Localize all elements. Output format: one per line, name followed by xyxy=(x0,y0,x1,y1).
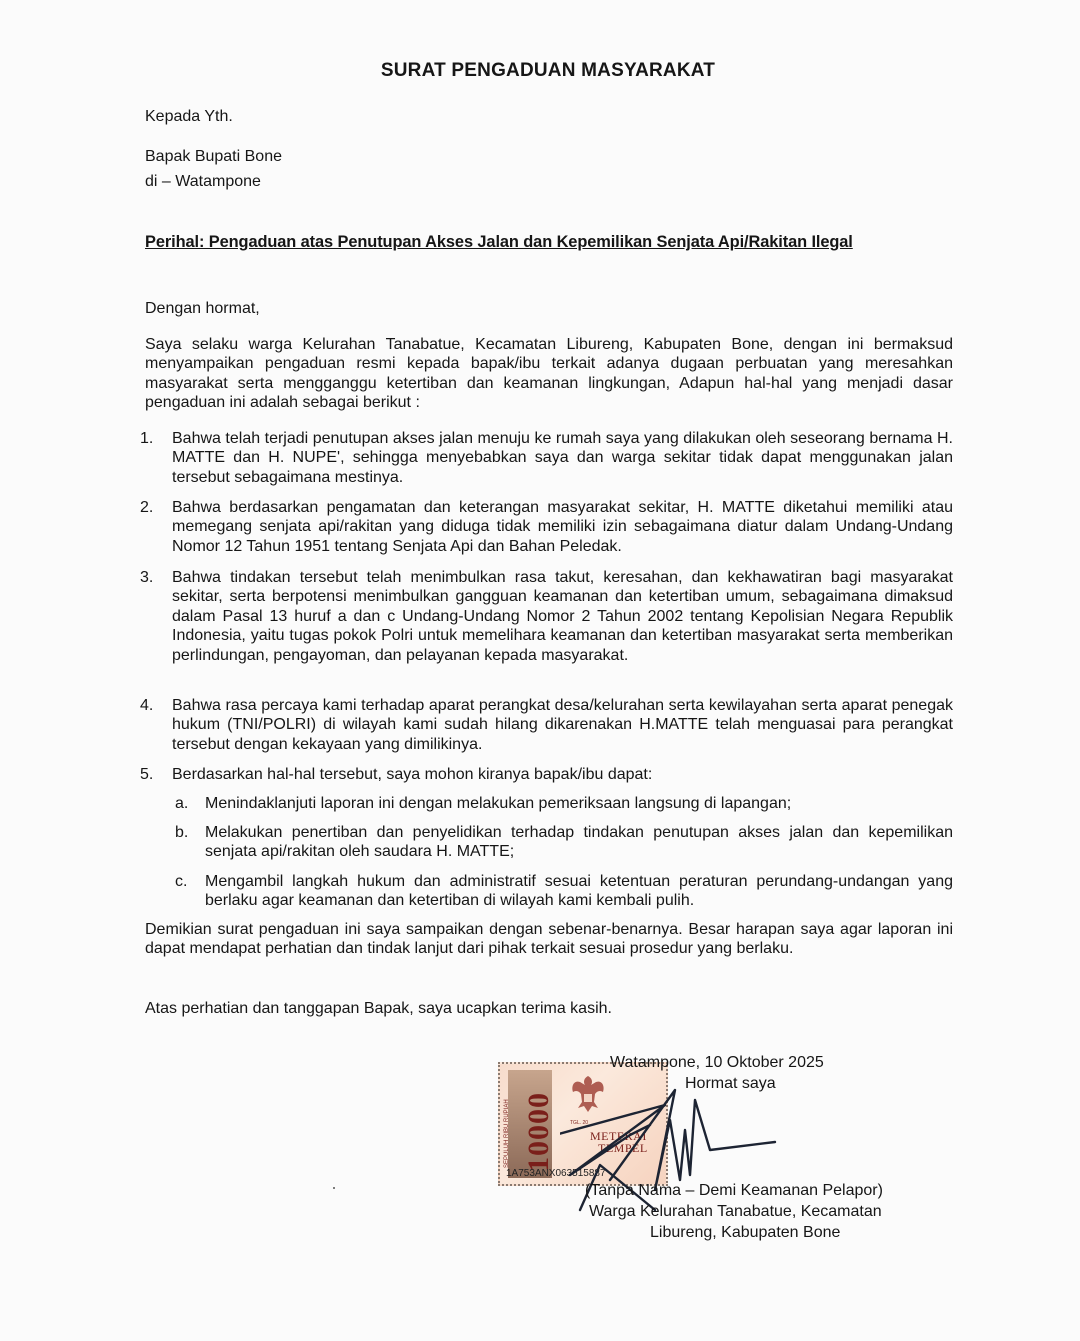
letter-title: SURAT PENGADUAN MASYARAKAT xyxy=(380,60,716,81)
stamp-label xyxy=(590,1130,648,1154)
point-text: Bahwa tindakan tersebut telah menimbulkan rasa takut, keresahan, dan kekhawatiran bagi masyarakat sekitar, serta berpotensi menimbulkan gangguan keamanan dan ketertiban umum, sebagaimana dimaksud dalam Pasal 13 huruf a dan c Undang-Undang Nomor 2 Tahun 2002 tentang Kepolisian Negara Republik Indonesia, yaitu tugas pokok Polri untuk memelihara keamanan dan ketertiban masyarakat serta memberikan perlindungan, pengayoman, dan pelayanan kepada masyarakat. xyxy=(172,569,953,664)
request-letter: a. xyxy=(175,795,189,812)
regards: Hormat saya xyxy=(685,1075,776,1092)
point-number: 1. xyxy=(140,430,154,447)
point-number: 2. xyxy=(140,499,154,516)
complaint-point xyxy=(140,498,953,556)
complaint-point xyxy=(140,568,953,665)
subject-line: Perihal: Pengaduan atas Penutupan Akses Jalan dan Kepemilikan Senjata Api/Rakitan Ilegal xyxy=(145,233,853,251)
intro-paragraph: Saya selaku warga Kelurahan Tanabatue, Kecamatan Libureng, Kabupaten Bone, dengan ini bermaksud menyampaikan pengaduan resmi kepada bapak/ibu terkait adanya dugaan perbuatan yang meresahkan masyarakat serta mengganggu ketertiban dan keamanan lingkungan, Adapun hal-hal yang menjadi dasar pengaduan ini adalah sebagai berikut : xyxy=(145,336,953,412)
request-item xyxy=(175,823,953,862)
request-text: Mengambil langkah hukum dan administratif sesuai ketentuan peraturan perundang-undangan yang berlaku agar keamanan dan ketertiban di wilayah kami kembali pulih. xyxy=(205,873,953,910)
meterai-stamp xyxy=(498,1062,668,1186)
request-item xyxy=(175,794,953,813)
request-letter: c. xyxy=(175,873,188,890)
paper-speck xyxy=(333,1187,335,1189)
request-text: Menindaklanjuti laporan ini dengan melakukan pemeriksaan langsung di lapangan; xyxy=(205,795,792,812)
recipient-location: di – Watampone xyxy=(145,173,261,190)
point-number: 3. xyxy=(140,569,154,586)
point-text: Bahwa berdasarkan pengamatan dan keterangan masyarakat sekitar, H. MATTE diketahui memiliki atau memegang senjata api/rakitan yang diduga tidak memiliki izin sebagaimana diatur dalam Undang-Undang Nomor 12 Tahun 1951 tentang Senjata Api dan Bahan Peledak. xyxy=(172,499,953,555)
stamp-value: 10000 xyxy=(522,1092,555,1172)
request-letter: b. xyxy=(175,824,189,841)
signer-name: (Tanpa Nama – Demi Keamanan Pelapor) xyxy=(585,1182,883,1199)
stamp-label-line1: METERAI xyxy=(590,1129,647,1143)
point-number: 4. xyxy=(140,697,154,714)
point-text: Bahwa rasa percaya kami terhadap aparat perangkat desa/kelurahan serta kewilayahan serta aparat penegak hukum (TNI/POLRI) di wilayah kami sudah hilang dikarenakan H.MATTE telah menguasai para perangkat tersebut dengan kekayaan yang dimilikinya. xyxy=(172,697,953,753)
stamp-value-words: SEPULUH RIBU RUPIAH xyxy=(504,1099,510,1168)
recipient-salutation: Kepada Yth. xyxy=(145,108,233,125)
point-text: Bahwa telah terjadi penutupan akses jalan menuju ke rumah saya yang dilakukan oleh seseorang bernama H. MATTE dan H. NUPE', sehingga menyebabkan saya dan warga sekitar tidak dapat menggunakan jalan tersebut sebagaimana mestinya. xyxy=(172,430,953,486)
greeting: Dengan hormat, xyxy=(145,300,260,317)
request-item xyxy=(175,872,953,911)
closing-paragraph: Demikian surat pengaduan ini saya sampaikan dengan sebenar-benarnya. Besar harapan saya agar laporan ini dapat mendapat perhatian dan tindak lanjut dari pihak terkait sesuai prosedur yang berlaku. xyxy=(145,921,953,958)
complaint-point xyxy=(140,429,953,487)
stamp-label-line2: TEMPEL xyxy=(598,1141,648,1155)
recipient-name: Bapak Bupati Bone xyxy=(145,148,282,165)
signer-address-line1: Warga Kelurahan Tanabatue, Kecamatan xyxy=(589,1203,882,1220)
garuda-emblem-icon xyxy=(568,1072,608,1116)
thanks-line: Atas perhatian dan tanggapan Bapak, saya ucapkan terima kasih. xyxy=(145,1000,612,1017)
complaint-point xyxy=(140,696,953,754)
point-text: Berdasarkan hal-hal tersebut, saya mohon kiranya bapak/ibu dapat: xyxy=(172,766,653,783)
request-text: Melakukan penertiban dan penyelidikan terhadap tindakan penutupan akses jalan dan kepemilikan senjata api/rakitan oleh saudara H. MATTE; xyxy=(205,824,953,861)
place-date: Watampone, 10 Oktober 2025 xyxy=(610,1054,824,1071)
stamp-serial: 1A753ANX063515887 xyxy=(506,1168,606,1179)
complaint-point xyxy=(140,765,953,784)
point-number: 5. xyxy=(140,766,154,783)
stamp-date-marks: TGL. 20 xyxy=(570,1120,589,1126)
signer-address-line2: Libureng, Kabupaten Bone xyxy=(650,1224,841,1241)
